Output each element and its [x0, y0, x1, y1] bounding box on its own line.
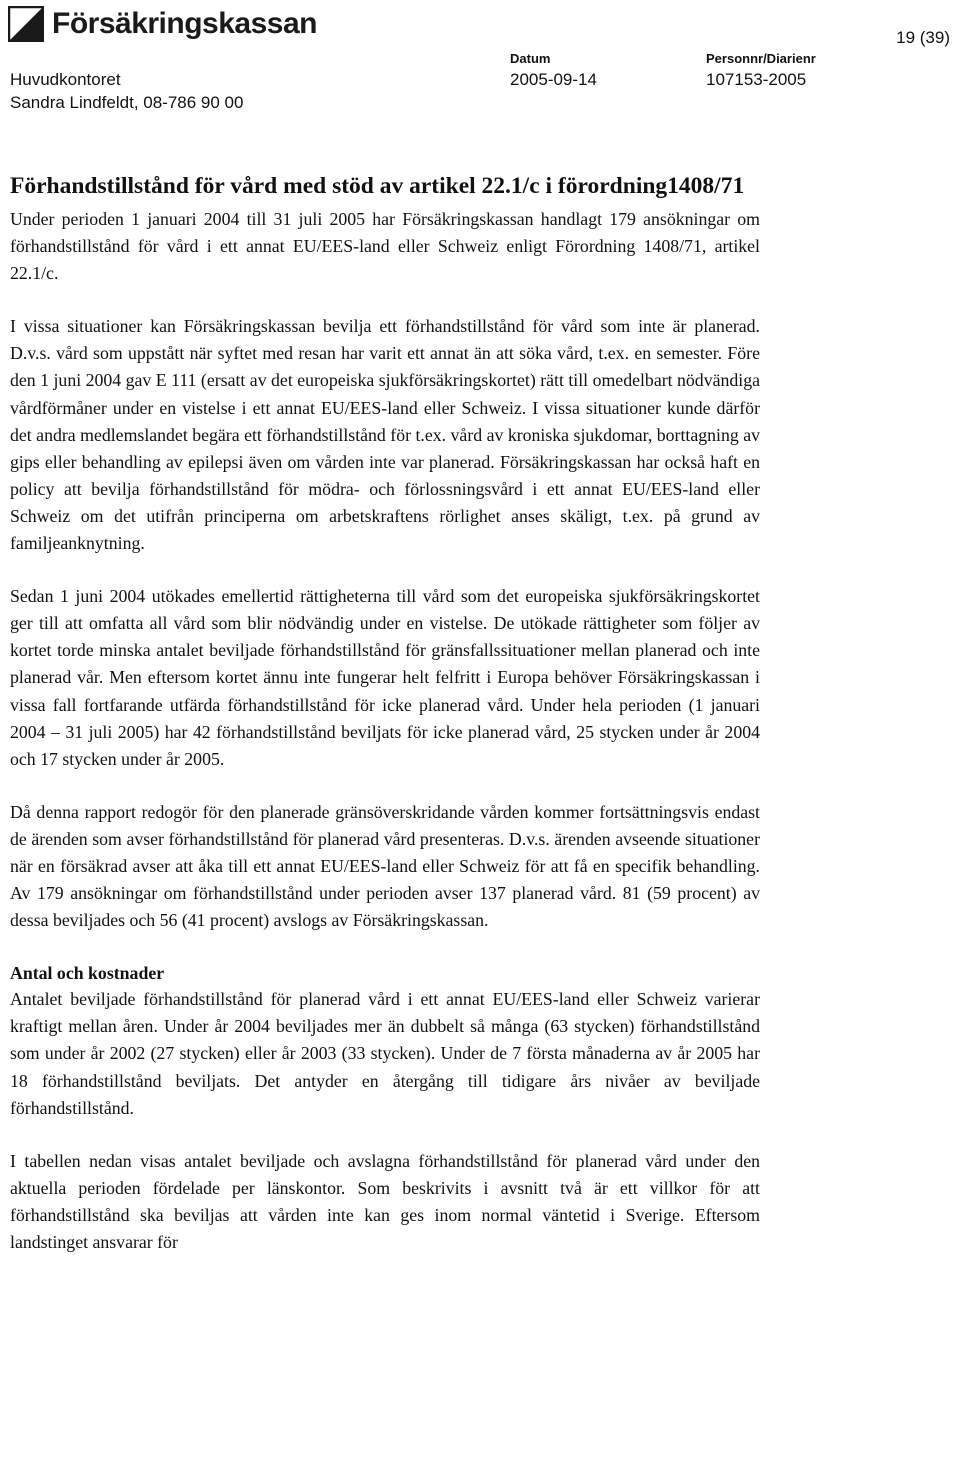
- date-label: Datum: [510, 51, 551, 66]
- document-body: [10, 170, 760, 1256]
- paragraph: I vissa situationer kan Försäkringskassan bevilja ett förhandstillstånd för vård som inte är planerad. D.v.s. vård som uppstått när syftet med resan har varit ett annat än att söka vård, t.ex. en semester. Före den 1 juni 2004 gav E 111 (ersatt av det europeiska sjukförsäkringskortet) rätt till omedelbart nödvändiga vårdförmåner under en vistelse i ett annat EU/EES-land eller Schweiz. I vissa situationer kunde därför det andra medlemslandet begära ett förhandstillstånd för t.ex. vård av kroniska sjukdomar, borttagning av gips eller behandling av epilepsi även om vården inte var planerad. Försäkringskassan har också haft en policy att bevilja förhandstillstånd för mödra- och förlossningsvård i ett annat EU/EES-land eller Schweiz om det utifrån principerna om arbetskraftens rörlighet anses skäligt, t.ex. på grund av familjeanknytning.: [10, 316, 760, 554]
- office-name: Huvudkontoret: [10, 70, 121, 89]
- logo-mark-icon: [8, 6, 44, 42]
- page-number: 19 (39): [896, 28, 950, 47]
- paragraph: Sedan 1 juni 2004 utökades emellertid rättigheterna till vård som det europeiska sjukförsäkringskortet ger till att omfatta all vård som blir nödvändig under en vistelse. De utökade rättigheter som följer av kortet torde minska antalet beviljade förhandstillstånd för gränsfallssituationer mellan planerad och inte planerad vår. Men eftersom kortet ännu inte fungerar helt felfritt i Europa behöver Försäkringskassan i vissa fall fortfarande utfärda förhandstillstånd för icke planerad vård. Under hela perioden (1 januari 2004 – 31 juli 2005) har 42 förhandstillstånd beviljats för icke planerad vård, 25 stycken under år 2004 och 17 stycken under år 2005.: [10, 586, 760, 769]
- document-title: Förhandstillstånd för vård med stöd av artikel 22.1/c i förordning1408/71: [10, 173, 745, 199]
- paragraph: Då denna rapport redogör för den planerade gränsöverskridande vården kommer fortsättningsvis endast de ärenden som avser förhandstillstånd för planerad vård presenteras. D.v.s. ärenden avseende situationer när en försäkrad avser att åka till ett annat EU/EES-land eller Schweiz för att få en specifik behandling. Av 179 ansökningar om förhandstillstånd under perioden avser 137 planerad vård. 81 (59 procent) av dessa beviljades och 56 (41 procent) avslogs av Försäkringskassan.: [10, 801, 760, 931]
- contact-info: Sandra Lindfeldt, 08-786 90 00: [10, 93, 244, 112]
- reference-label: Personnr/Diarienr: [706, 51, 816, 66]
- paragraph: I tabellen nedan visas antalet beviljade och avslagna förhandstillstånd för planerad vård under den aktuella perioden fördelade per länskontor. Som beskrivits i avsnitt två är ett villkor för att förhandstillstånd ska beviljas att vården inte kan ges inom normal väntetid i Sverige. Eftersom landstinget ansvarar för: [10, 1150, 760, 1252]
- logo-text: Försäkringskassan: [52, 7, 317, 40]
- paragraph: Under perioden 1 januari 2004 till 31 juli 2005 har Försäkringskassan handlagt 179 ansökningar om förhandstillstånd för vård i ett annat EU/EES-land eller Schweiz enligt Förordning 1408/71, artikel 22.1/c.: [10, 209, 760, 284]
- logo: [8, 2, 317, 46]
- section-heading: Antal och kostnader: [10, 963, 165, 984]
- date-value: 2005-09-14: [510, 70, 597, 89]
- paragraph: Antalet beviljade förhandstillstånd för planerad vård i ett annat EU/EES-land eller Schweiz varierar kraftigt mellan åren. Under år 2004 beviljades mer än dubbelt så många (63 stycken) förhandstillstånd som under år 2002 (27 stycken) eller år 2003 (33 stycken). Under de 7 första månaderna av år 2005 har 18 förhandstillstånd beviljats. Det antyder en återgång till tidigare års nivåer av beviljade förhandstillstånd.: [10, 989, 760, 1118]
- reference-value: 107153-2005: [706, 70, 807, 89]
